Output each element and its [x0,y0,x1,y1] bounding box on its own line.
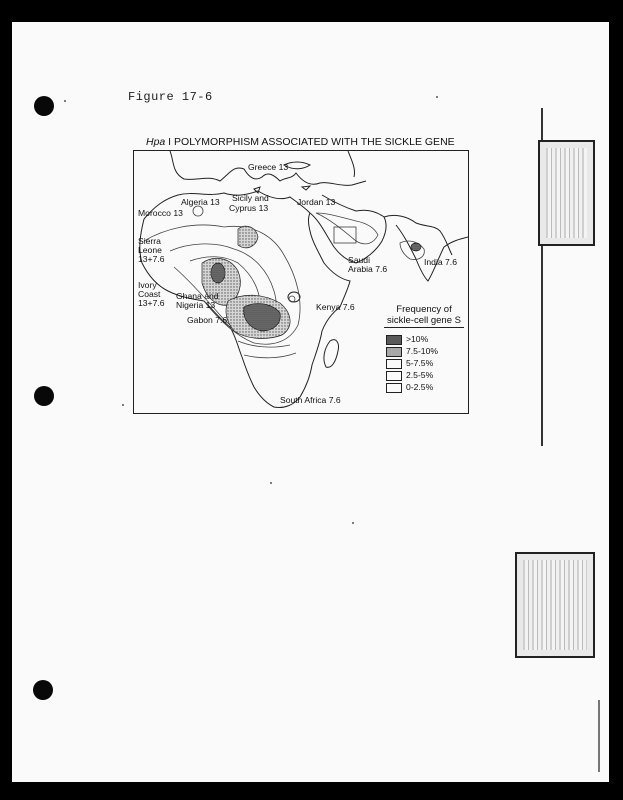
map-title [146,136,455,148]
legend-swatch [386,371,402,381]
figure-label: Figure 17-6 [128,90,213,104]
legend-swatch [386,383,402,393]
legend-label: 7.5-10% [406,346,439,356]
label-saudi-line1: Saudi [348,255,370,265]
legend-title-line2: sickle-cell gene S [387,315,461,326]
label-ivory-line1: Ivory [138,280,157,290]
legend-swatch [386,359,402,369]
label-morocco: Morocco 13 [138,208,183,218]
label-ivory-line3: 13+7.6 [138,298,165,308]
label-sierra-line3: 13+7.6 [138,254,165,264]
label-gabon: Gabon 7.6 [187,315,228,325]
region-west-africa-peak [211,263,225,283]
scan-speck [436,96,438,98]
legend-label: >10% [406,334,429,344]
label-sicily-line1: Sicily and [232,193,269,203]
india-outline [396,225,468,281]
scan-speck [64,100,66,102]
legend-label: 0-2.5% [406,382,434,392]
index-tab-bottom [515,552,595,658]
contour-south2 [244,353,296,358]
cyprus [302,186,310,190]
legend-title-line1: Frequency of [396,304,452,315]
label-algeria: Algeria 13 [181,197,220,207]
right-edge-line [598,700,600,772]
label-india: India 7.6 [424,257,457,267]
label-ghana-line2: Nigeria 13 [176,300,216,310]
label-sierra-line2: Leone [138,245,162,255]
region-arabia-box [334,227,356,243]
binder-hole-middle [34,386,54,406]
legend-label: 2.5-5% [406,370,434,380]
legend-label: 5-7.5% [406,358,434,368]
map-title-italic: Hpa [146,136,166,148]
legend-title [384,304,464,328]
map-figure [133,150,469,414]
binder-hole-bottom [33,680,53,700]
label-saudi-line2: Arabia 7.6 [348,264,388,274]
label-ivory-line2: Coast [138,289,161,299]
region-east-high [238,226,258,248]
scan-speck [270,482,272,484]
morocco-circle [193,206,203,216]
label-kenya: Kenya 7.6 [316,302,355,312]
madagascar [324,340,339,368]
map-title-rest: I POLYMORPHISM ASSOCIATED WITH THE SICKLE GENE [165,136,455,148]
label-sicily-line2: Cyprus 13 [229,203,269,213]
legend-swatch [386,347,402,357]
scan-speck [122,404,124,406]
label-ghana-line1: Ghana and [176,291,219,301]
caspian-sea [348,151,355,177]
binder-hole-top [34,96,54,116]
contour-india [400,241,424,260]
label-jordan: Jordan 13 [297,197,336,207]
index-tab-top [538,140,595,246]
label-greece: Greece 13 [248,162,289,172]
region-india-peak [411,243,421,251]
label-south-africa: South Africa 7.6 [280,395,341,405]
label-sierra-line1: Sierra [138,236,161,246]
kenya-circle [289,296,295,302]
scan-speck [352,522,354,524]
contour-arabia [316,213,378,244]
legend-swatch [386,335,402,345]
